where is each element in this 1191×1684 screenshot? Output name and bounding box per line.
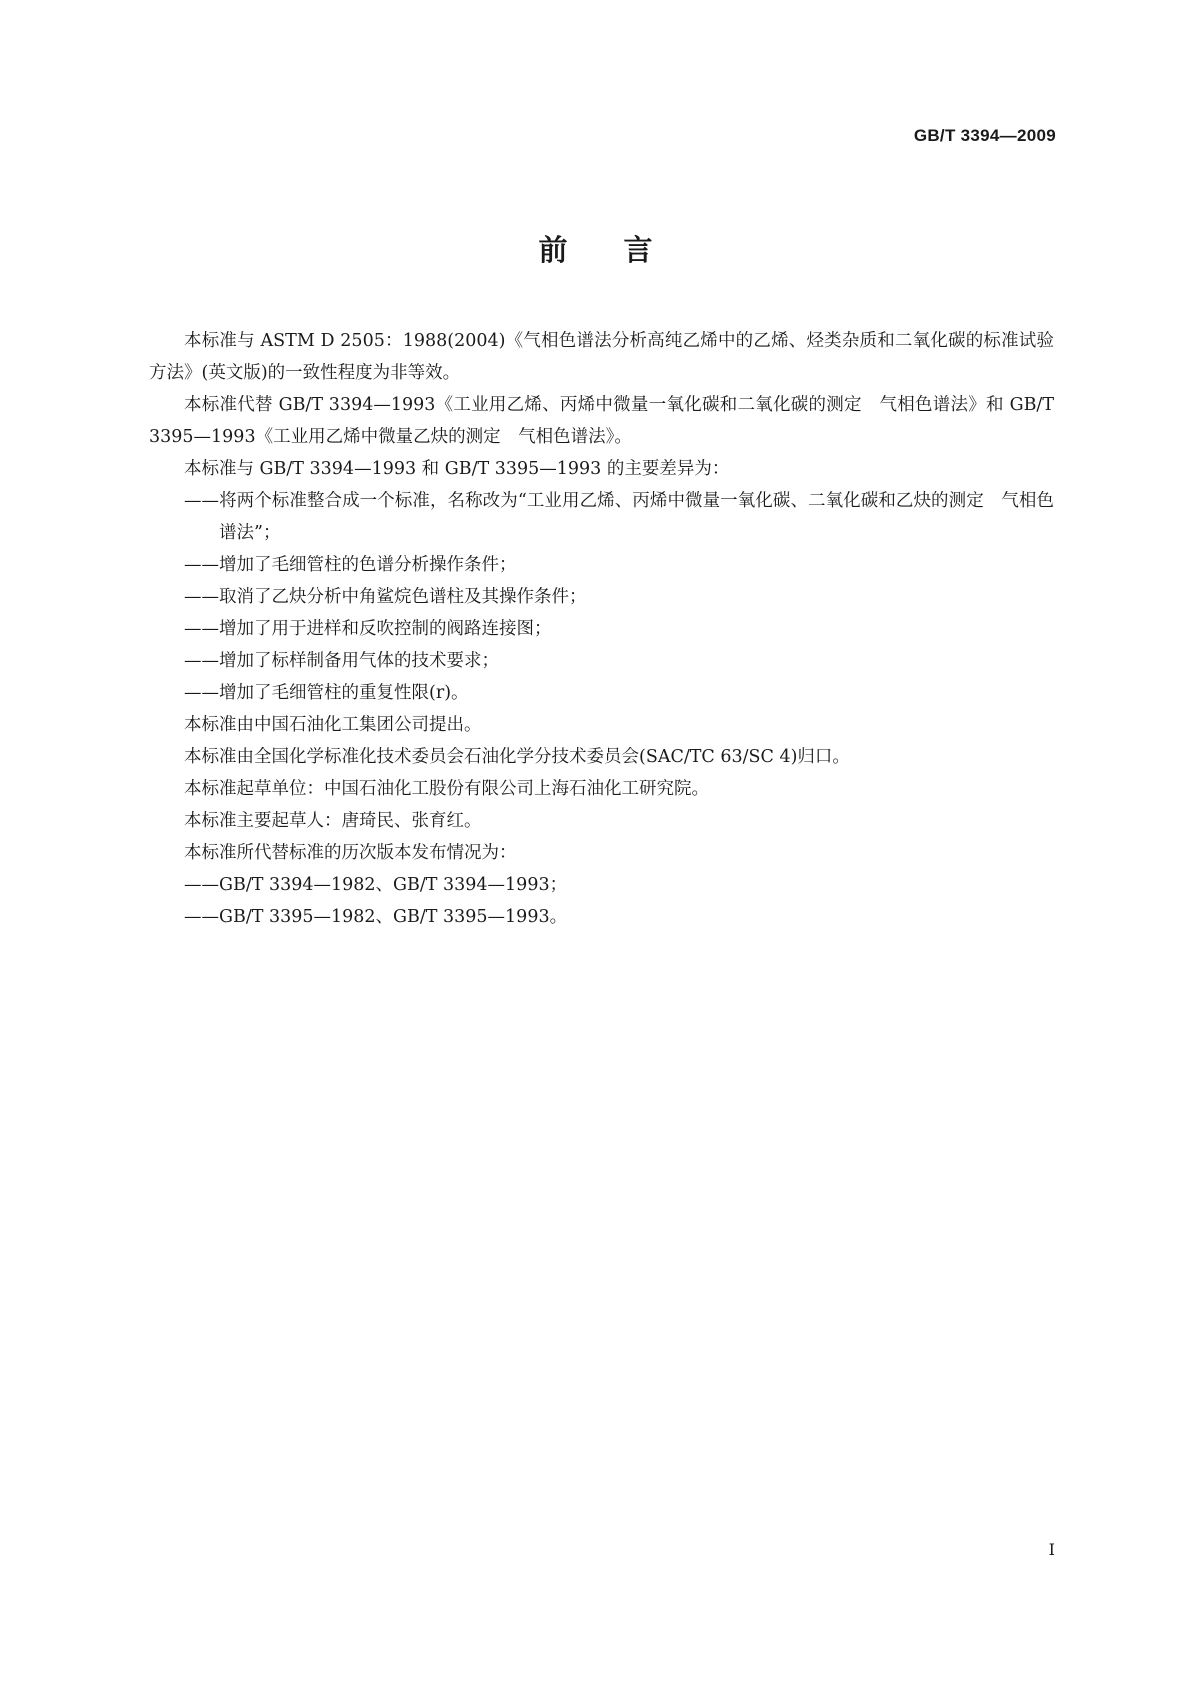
list-item: ——GB/T 3395—1982、GB/T 3395—1993。 bbox=[184, 907, 568, 927]
standard-number: GB/T 3394—2009 bbox=[913, 126, 1056, 145]
list-item: ——增加了毛细管柱的色谱分析操作条件； bbox=[184, 555, 517, 575]
list-item: ——将两个标准整合成一个标准，名称改为“工业用乙烯、丙烯中微量一氧化碳、二氧化碳和乙炔的测定 气相色谱法”； bbox=[184, 491, 1054, 543]
differences-list bbox=[149, 485, 1054, 709]
paragraph-equivalence: 本标准与 ASTM D 2505：1988(2004)《气相色谱法分析高纯乙烯中的乙烯、烃类杂质和二氧化碳的标准试验方法》(英文版)的一致性程度为非等效。 bbox=[149, 331, 1054, 383]
history-list bbox=[149, 869, 1054, 933]
paragraph-drafters: 本标准主要起草人：唐琦民、张育红。 bbox=[184, 811, 482, 831]
list-item: ——取消了乙炔分析中角鲨烷色谱柱及其操作条件； bbox=[184, 587, 587, 607]
list-item: ——增加了标样制备用气体的技术要求； bbox=[184, 651, 499, 671]
document-body bbox=[149, 325, 1054, 933]
paragraph-differences-intro: 本标准与 GB/T 3394—1993 和 GB/T 3395—1993 的主要差异为： bbox=[184, 459, 730, 479]
list-item: ——增加了毛细管柱的重复性限(r)。 bbox=[184, 683, 469, 703]
page-title: 前言 bbox=[538, 233, 709, 267]
paragraph-drafting-unit: 本标准起草单位：中国石油化工股份有限公司上海石油化工研究院。 bbox=[184, 779, 709, 799]
paragraph-technical-committee: 本标准由全国化学标准化技术委员会石油化学分技术委员会(SAC/TC 63/SC 4)归口。 bbox=[184, 747, 850, 767]
page-number: I bbox=[1048, 1540, 1055, 1559]
list-item: ——GB/T 3394—1982、GB/T 3394—1993； bbox=[184, 875, 568, 895]
paragraph-replaces: 本标准代替 GB/T 3394—1993《工业用乙烯、丙烯中微量一氧化碳和二氧化碳的测定 气相色谱法》和 GB/T 3395—1993《工业用乙烯中微量乙炔的测定 气相色谱法》。 bbox=[149, 395, 1054, 447]
paragraph-history-intro: 本标准所代替标准的历次版本发布情况为： bbox=[184, 843, 517, 863]
list-item: ——增加了用于进样和反吹控制的阀路连接图； bbox=[184, 619, 552, 639]
paragraph-proposer: 本标准由中国石油化工集团公司提出。 bbox=[184, 715, 482, 735]
